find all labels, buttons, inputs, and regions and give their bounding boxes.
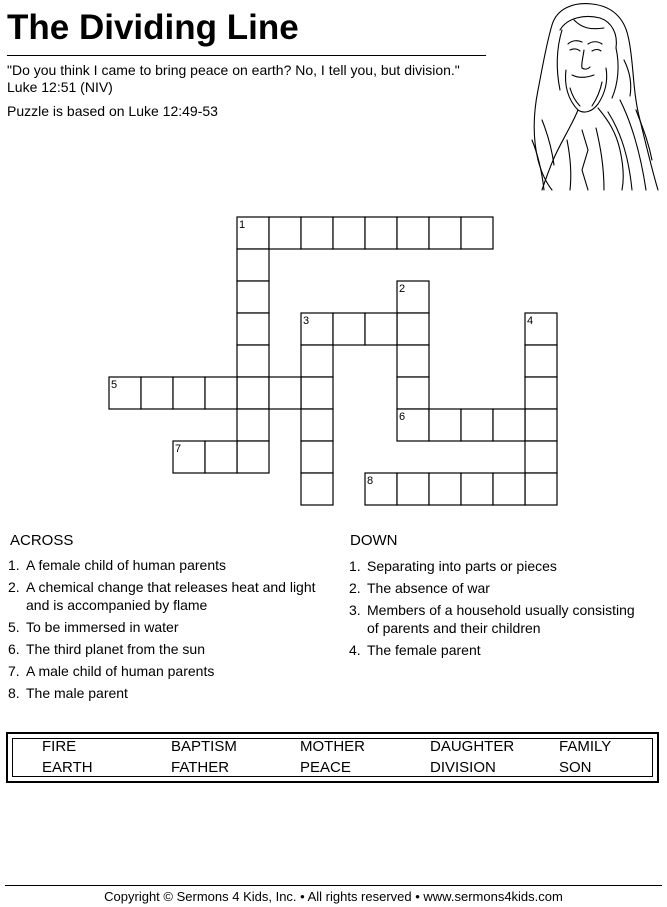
crossword-cell[interactable] <box>525 377 557 409</box>
crossword-cell[interactable] <box>301 377 333 409</box>
across-clues <box>8 556 328 706</box>
word-bank-item: SON <box>559 759 592 776</box>
crossword-cell[interactable] <box>461 217 493 249</box>
word-bank <box>6 732 659 783</box>
crossword-cell[interactable] <box>397 473 429 505</box>
word-bank-item: BAPTISM <box>171 738 237 755</box>
crossword-cell[interactable] <box>397 313 429 345</box>
crossword-cell[interactable] <box>301 441 333 473</box>
crossword-cell[interactable] <box>269 377 301 409</box>
word-bank-item: FAMILY <box>559 738 612 755</box>
list-item: 5. To be immersed in water <box>8 619 179 635</box>
crossword-cell[interactable] <box>429 473 461 505</box>
list-item: 2. The absence of war <box>349 580 490 596</box>
footer-rule <box>5 885 662 886</box>
crossword-cell[interactable] <box>237 281 269 313</box>
crossword-cell[interactable] <box>301 345 333 377</box>
puzzle-basis: Puzzle is based on Luke 12:49-53 <box>7 103 218 119</box>
list-item: 1. Separating into parts or pieces <box>349 558 557 574</box>
word-bank-item: EARTH <box>42 759 93 776</box>
crossword-cell[interactable] <box>525 441 557 473</box>
list-item: 6. The third planet from the sun <box>8 641 205 657</box>
crossword-cell[interactable] <box>237 249 269 281</box>
list-item: 3. Members of a household usually consisting of parents and their children <box>349 602 635 636</box>
crossword-cell[interactable] <box>173 377 205 409</box>
crossword-cell[interactable] <box>205 441 237 473</box>
crossword-cell[interactable] <box>365 217 397 249</box>
crossword-cell[interactable] <box>333 217 365 249</box>
footer-copyright: Copyright © Sermons 4 Kids, Inc. • All rights reserved • www.sermons4kids.com <box>104 889 563 904</box>
word-bank-item: DIVISION <box>430 759 496 776</box>
crossword-cell[interactable] <box>525 473 557 505</box>
list-item: 4. The female parent <box>349 642 481 658</box>
crossword-cell[interactable] <box>525 345 557 377</box>
cell-number: 7 <box>175 443 182 455</box>
cell-number: 5 <box>111 379 118 391</box>
cell-number: 4 <box>527 315 534 327</box>
crossword-cell[interactable] <box>429 217 461 249</box>
crossword-cell[interactable] <box>461 473 493 505</box>
crossword-cell[interactable] <box>333 313 365 345</box>
crossword-cell[interactable] <box>525 409 557 441</box>
cell-number: 1 <box>239 219 246 231</box>
cell-number: 3 <box>303 315 310 327</box>
cell-number: 6 <box>399 411 406 423</box>
down-heading: DOWN <box>350 532 398 549</box>
word-bank-item: MOTHER <box>300 738 365 755</box>
crossword-cell[interactable] <box>397 377 429 409</box>
cell-number: 8 <box>367 475 374 487</box>
crossword-cell[interactable] <box>237 345 269 377</box>
crossword-cell[interactable] <box>301 217 333 249</box>
crossword-cell[interactable] <box>205 377 237 409</box>
crossword-cell[interactable] <box>493 473 525 505</box>
crossword-cell[interactable] <box>237 409 269 441</box>
list-item: 8. The male parent <box>8 685 128 701</box>
crossword-cell[interactable] <box>237 441 269 473</box>
word-bank-inner <box>12 738 653 777</box>
crossword-cell[interactable] <box>237 313 269 345</box>
crossword-cell[interactable] <box>461 409 493 441</box>
word-bank-item: FIRE <box>42 738 77 755</box>
down-clues <box>349 557 649 663</box>
scripture-quote: "Do you think I came to bring peace on earth? No, I tell you, but division." Luke 12:51 (NIV) <box>7 62 460 95</box>
crossword-cell[interactable] <box>141 377 173 409</box>
word-bank-item: DAUGHTER <box>430 738 515 755</box>
page-title: The Dividing Line <box>7 8 299 47</box>
list-item: 2. A chemical change that releases heat and light and is accompanied by flame <box>8 579 316 613</box>
list-item: 1. A female child of human parents <box>8 557 227 573</box>
crossword-cell[interactable] <box>365 313 397 345</box>
crossword-cell[interactable] <box>429 409 461 441</box>
cell-number: 2 <box>399 283 406 295</box>
crossword-cell[interactable] <box>237 377 269 409</box>
across-heading: ACROSS <box>10 532 74 549</box>
crossword-cell[interactable] <box>269 217 301 249</box>
crossword-cell[interactable] <box>301 409 333 441</box>
list-item: 7. A male child of human parents <box>8 663 215 679</box>
word-bank-item: PEACE <box>300 759 351 776</box>
crossword-cell[interactable] <box>493 409 525 441</box>
crossword-cell[interactable] <box>397 217 429 249</box>
word-bank-item: FATHER <box>171 759 230 776</box>
crossword-cell[interactable] <box>301 473 333 505</box>
crossword-cell[interactable] <box>397 345 429 377</box>
